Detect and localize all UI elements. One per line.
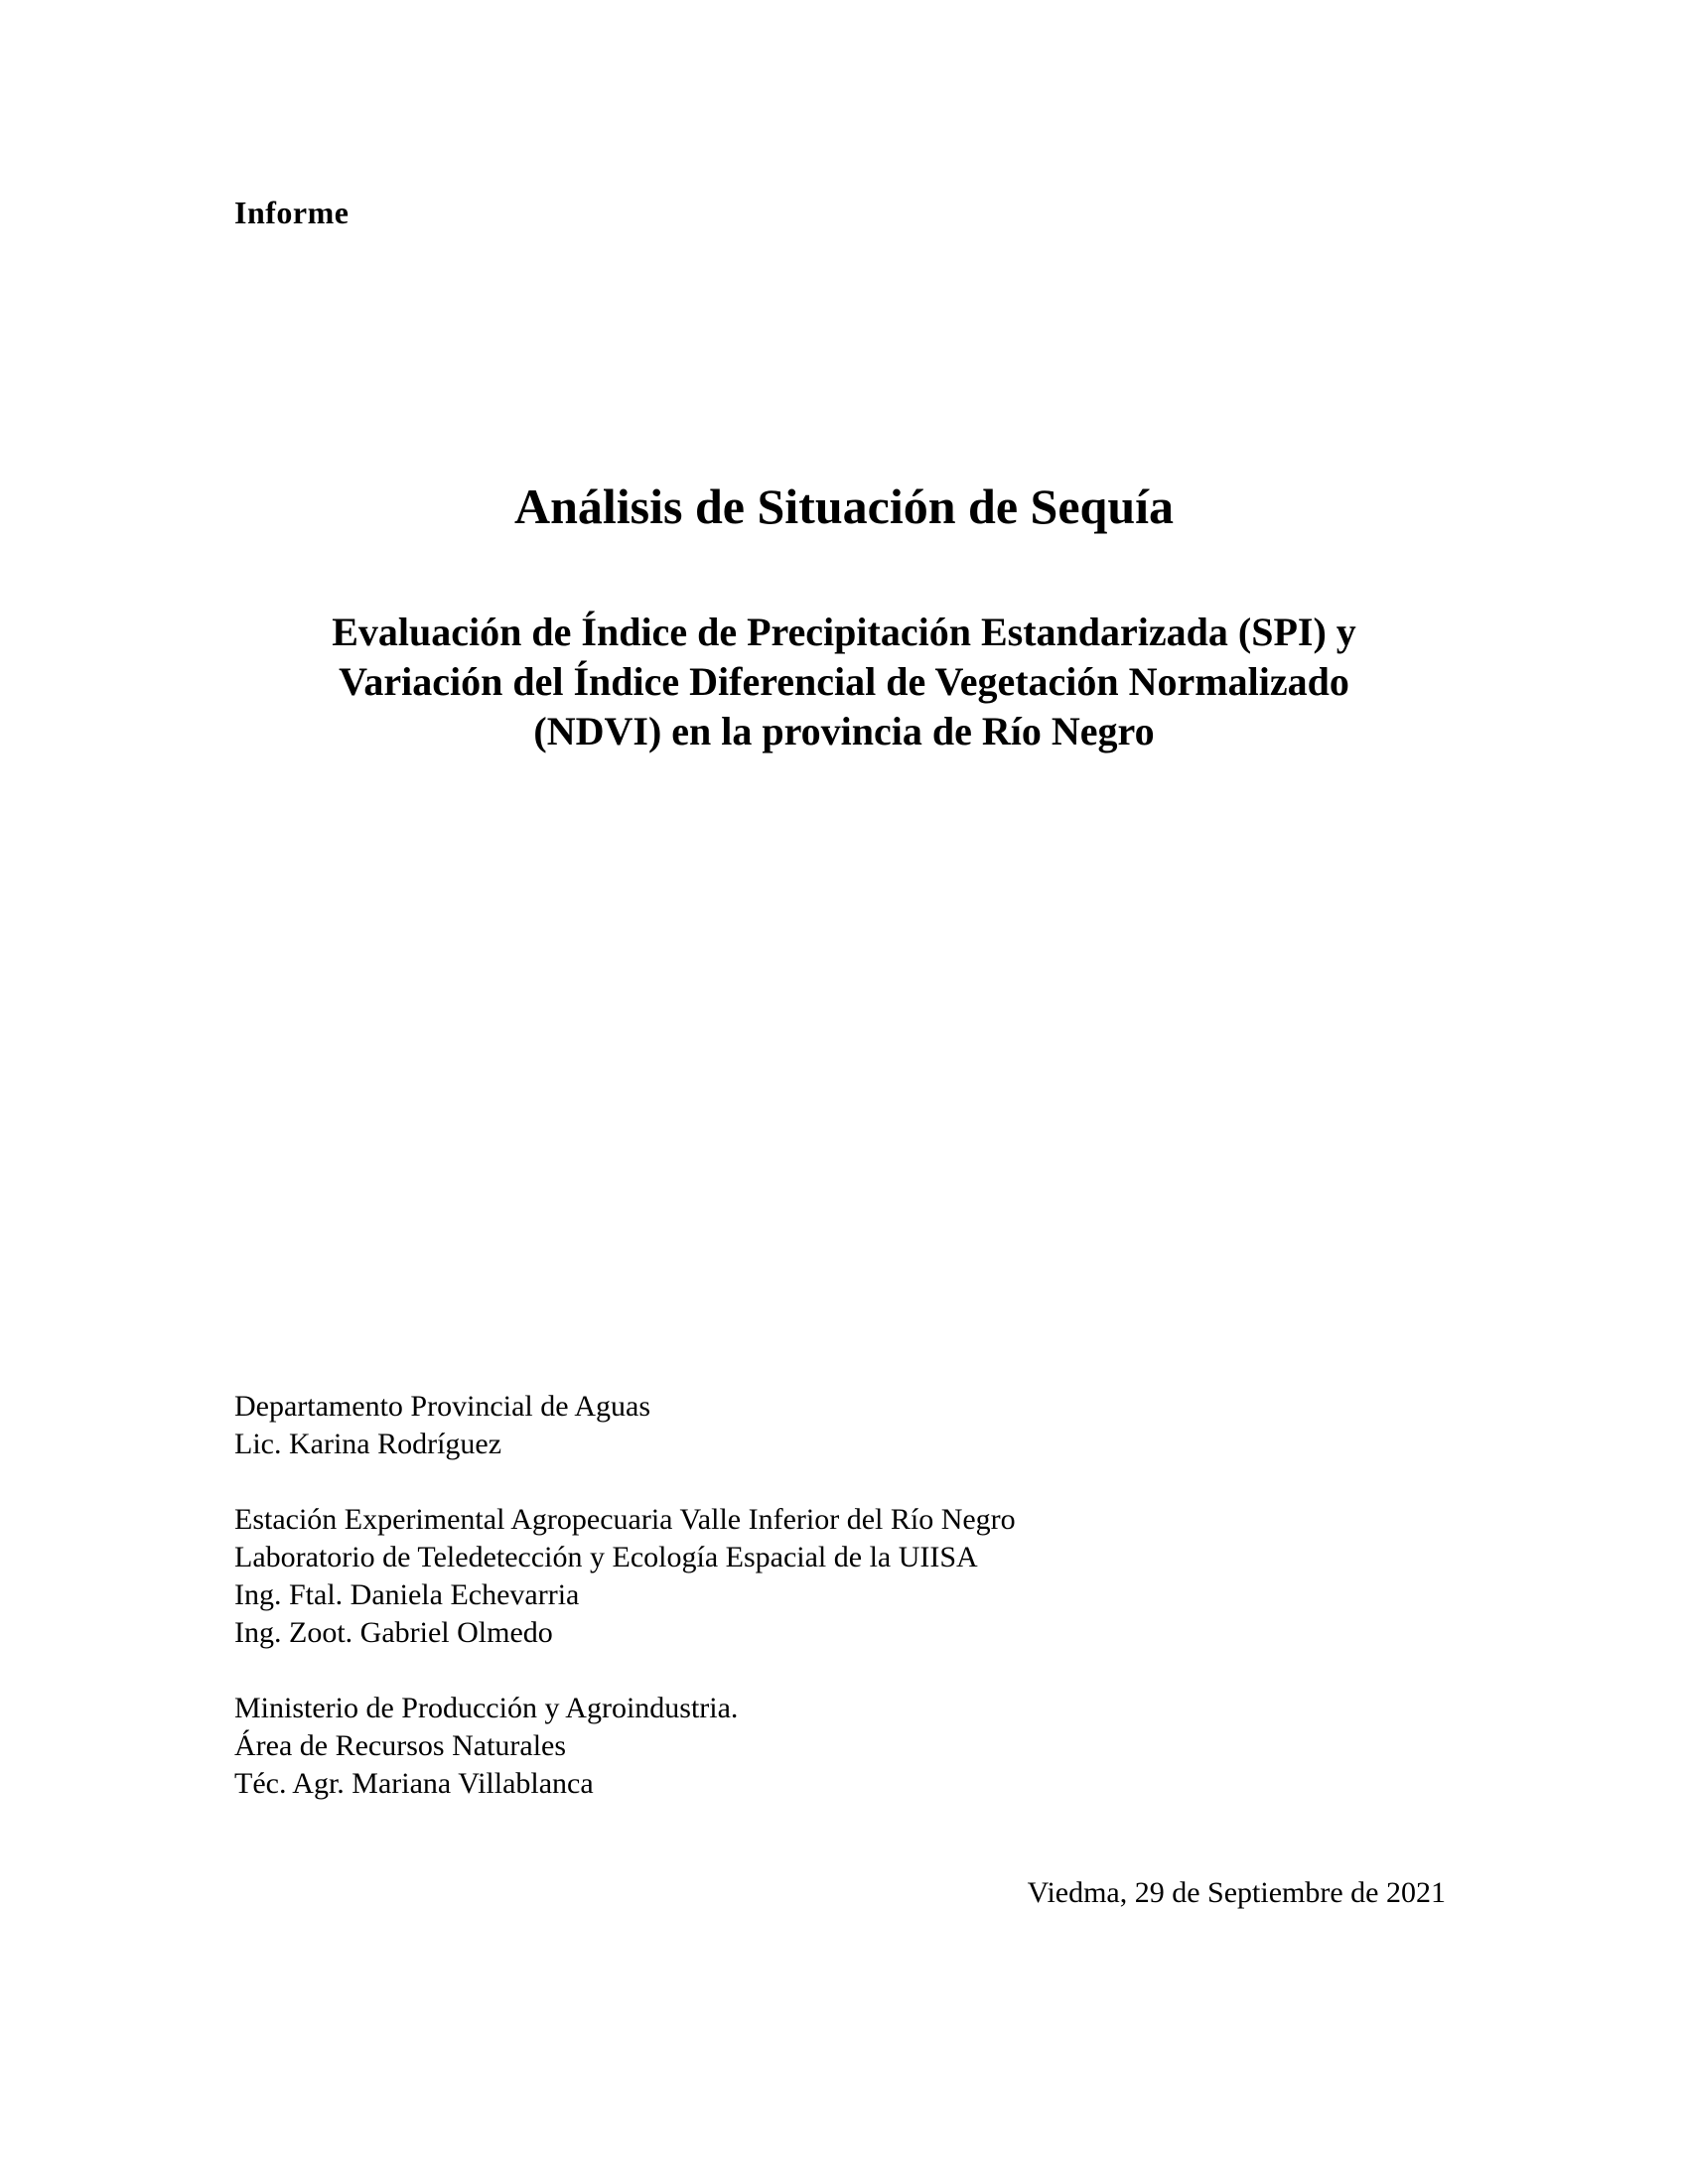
credit-line: Ministerio de Producción y Agroindustria. (234, 1692, 739, 1724)
credit-line: Ing. Zoot. Gabriel Olmedo (234, 1616, 553, 1649)
place-and-date: Viedma, 29 de Septiembre de 2021 (1027, 1876, 1446, 1909)
credit-line: Laboratorio de Teledetección y Ecología Espacial de la UIISA (234, 1541, 978, 1573)
credit-line: Téc. Agr. Mariana Villablanca (234, 1767, 594, 1800)
subtitle-line: (NDVI) en la provincia de Río Negro (533, 709, 1155, 753)
document-type-label: Informe (234, 195, 350, 230)
credit-group-eea (234, 1501, 1016, 1652)
credit-group-dpa (234, 1388, 1016, 1463)
credit-line: Estación Experimental Agropecuaria Valle Inferior del Río Negro (234, 1503, 1016, 1536)
credits-block (234, 1388, 1016, 1841)
credit-line: Lic. Karina Rodríguez (234, 1428, 502, 1460)
credit-line: Ing. Ftal. Daniela Echevarria (234, 1578, 580, 1611)
subtitle-line: Variación del Índice Diferencial de Vegetación Normalizado (339, 659, 1349, 704)
document-title: Análisis de Situación de Sequía (513, 478, 1175, 534)
document-subtitle (0, 608, 1688, 756)
credit-line: Departamento Provincial de Aguas (234, 1390, 651, 1423)
credit-line: Área de Recursos Naturales (234, 1729, 567, 1762)
subtitle-line: Evaluación de Índice de Precipitación Estandarizada (SPI) y (332, 610, 1356, 654)
credit-group-ministerio (234, 1690, 1016, 1803)
